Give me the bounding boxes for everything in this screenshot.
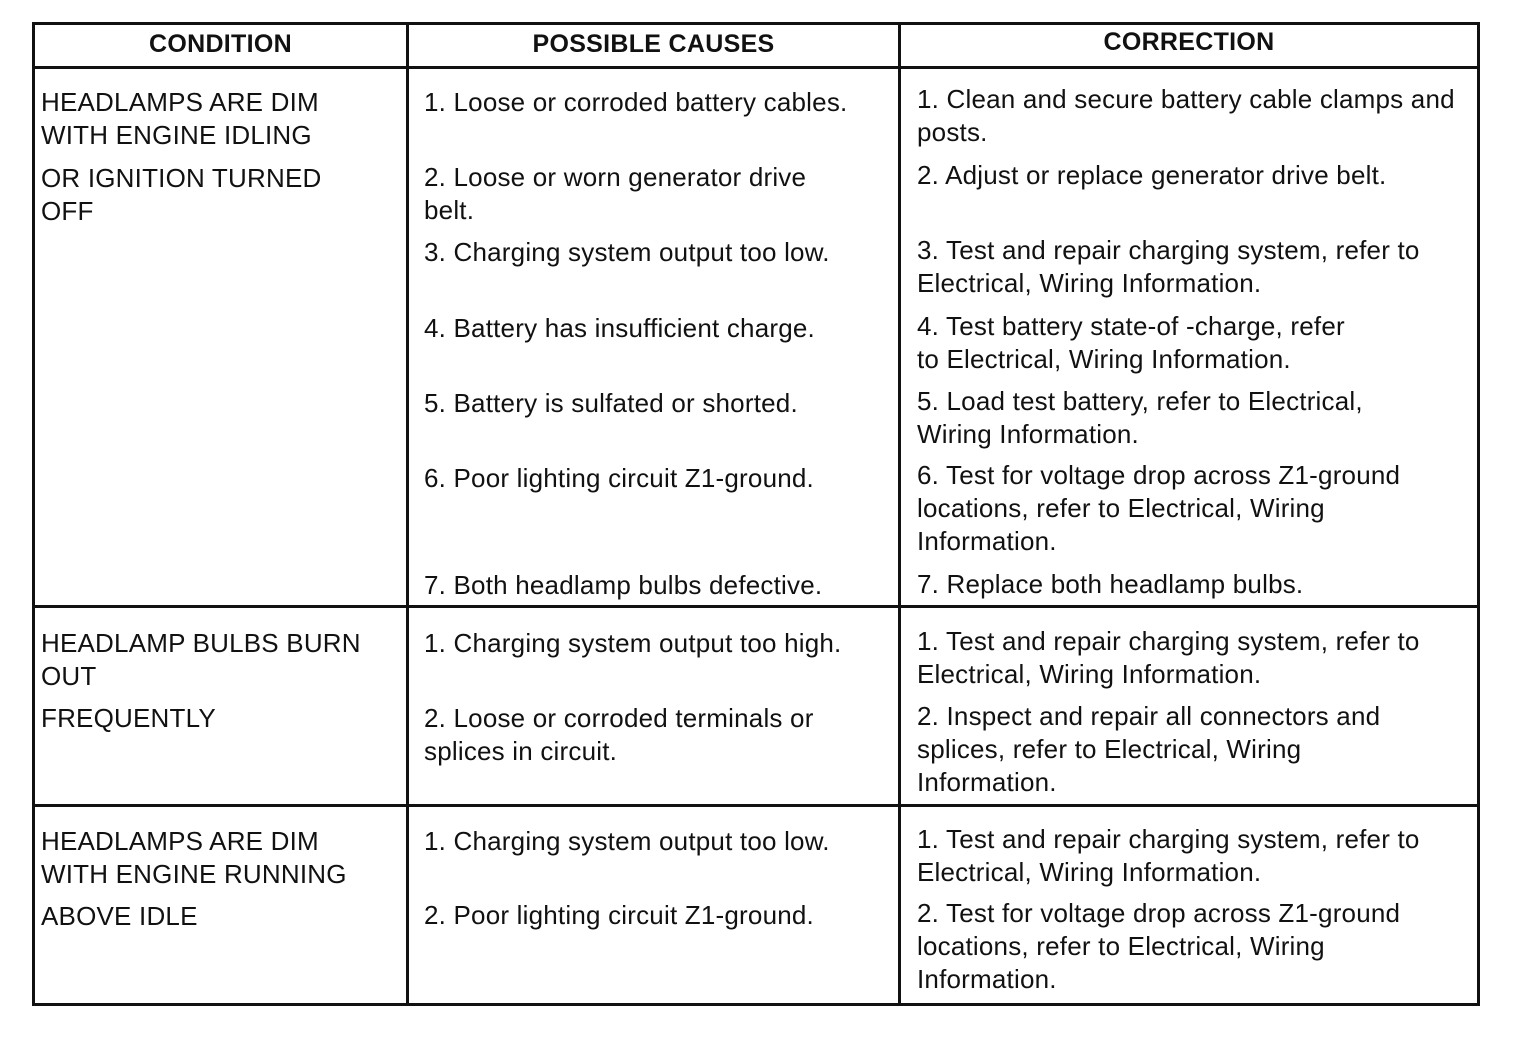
condition-text: OR IGNITION TURNED OFF [41,163,322,226]
cause-item: 1. Charging system output too high. [424,628,842,658]
correction-item: 7. Replace both headlamp bulbs. [917,569,1304,599]
cause-item: 7. Both headlamp bulbs defective. [424,570,823,600]
cause-item: 4. Battery has insufficient charge. [424,313,815,343]
cause-item: 6. Poor lighting circuit Z1-ground. [424,463,814,493]
condition-text: HEADLAMPS ARE DIM WITH ENGINE RUNNING [41,826,347,889]
correction-item: 2. Adjust or replace generator drive belt. [917,160,1387,190]
cause-item: 1. Charging system output too low. [424,826,830,856]
correction-item: 1. Test and repair charging system, refer to Electrical, Wiring Information. [917,626,1420,689]
correction-item: 6. Test for voltage drop across Z1-ground locations, refer to Electrical, Wiring Information. [917,460,1401,556]
correction-item: 5. Load test battery, refer to Electrical, Wiring Information. [917,386,1363,449]
correction-item: 2. Test for voltage drop across Z1-ground locations, refer to Electrical, Wiring Information. [917,898,1401,994]
condition-text: HEADLAMP BULBS BURN OUT [41,628,361,691]
row-divider-2 [32,804,1480,807]
row-divider-1 [32,605,1480,608]
condition-text: HEADLAMPS ARE DIM WITH ENGINE IDLING [41,87,319,150]
header-possible-causes: POSSIBLE CAUSES [532,30,775,58]
correction-item: 4. Test battery state-of -charge, refer to Electrical, Wiring Information. [917,311,1345,374]
correction-item: 1. Clean and secure battery cable clamps and posts. [917,84,1455,147]
diagnosis-table [32,22,1480,1006]
cause-item: 2. Loose or worn generator drive belt. [424,162,807,225]
table-border-left [32,22,35,1006]
header-divider [32,66,1480,69]
cause-item: 2. Poor lighting circuit Z1-ground. [424,900,814,930]
column-divider-2 [898,22,901,1006]
correction-item: 1. Test and repair charging system, refer to Electrical, Wiring Information. [917,824,1420,887]
condition-text: ABOVE IDLE [41,901,198,931]
condition-text: FREQUENTLY [41,703,216,733]
table-border-bottom [32,1003,1480,1006]
column-divider-1 [406,22,409,1006]
correction-item: 2. Inspect and repair all connectors and splices, refer to Electrical, Wiring Information. [917,701,1381,797]
cause-item: 2. Loose or corroded terminals or splices in circuit. [424,703,814,766]
table-border-top [32,22,1480,25]
header-correction: CORRECTION [1103,28,1275,56]
header-condition: CONDITION [149,30,292,58]
cause-item: 5. Battery is sulfated or shorted. [424,388,798,418]
table-border-right [1477,22,1480,1006]
cause-item: 1. Loose or corroded battery cables. [424,87,848,117]
correction-item: 3. Test and repair charging system, refer to Electrical, Wiring Information. [917,235,1420,298]
cause-item: 3. Charging system output too low. [424,237,830,267]
